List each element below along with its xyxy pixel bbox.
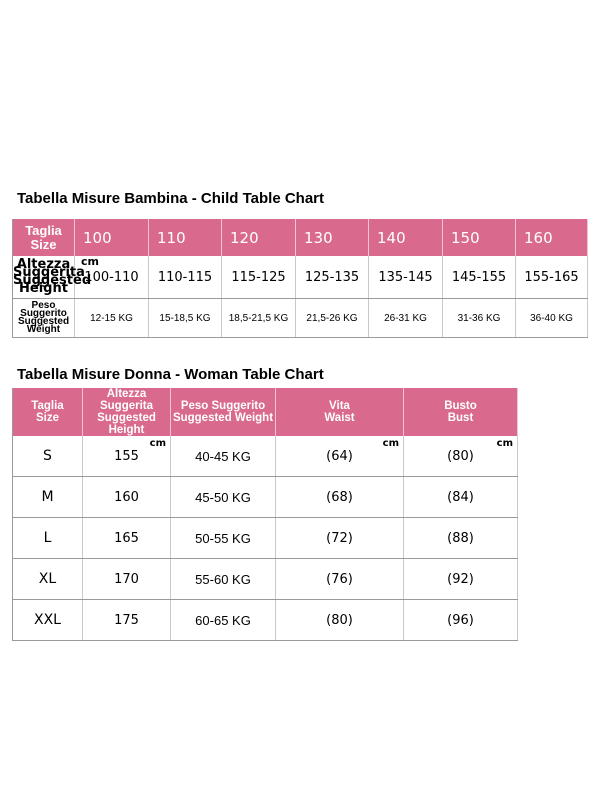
woman-weight-cell: 45-50 KG	[171, 477, 276, 518]
woman-header-bust: Busto Bust	[404, 388, 518, 436]
child-size-cell: 150	[443, 219, 516, 256]
child-size-cell: 100	[75, 219, 149, 256]
child-weight-cell: 31-36 KG	[443, 299, 516, 338]
woman-waist-cell: (72)	[276, 518, 404, 559]
child-height-row	[13, 256, 588, 299]
child-height-cell	[75, 256, 149, 299]
child-height-cell: 115-125	[222, 256, 296, 299]
child-header-row	[13, 219, 588, 256]
child-height-cell: 145-155	[443, 256, 516, 299]
woman-size-table	[12, 388, 518, 641]
child-table-title: Tabella Misure Bambina - Child Table Chart	[17, 190, 324, 207]
woman-size-cell: M	[13, 477, 83, 518]
woman-height-cell: 165	[83, 518, 171, 559]
woman-bust-cell: (96)	[404, 600, 518, 641]
woman-row	[13, 436, 518, 477]
child-height-cell: 125-135	[296, 256, 369, 299]
child-height-cell: 135-145	[369, 256, 443, 299]
woman-height-cell: 175	[83, 600, 171, 641]
woman-weight-cell: 60-65 KG	[171, 600, 276, 641]
woman-header-row	[13, 388, 518, 436]
woman-waist-cell: (80)	[276, 600, 404, 641]
woman-table-title: Tabella Misure Donna - Woman Table Chart	[17, 366, 324, 383]
height-unit: cm	[149, 438, 166, 449]
child-size-cell: 160	[516, 219, 588, 256]
child-size-table	[12, 219, 588, 338]
woman-weight-cell: 40-45 KG	[171, 436, 276, 477]
child-weight-cell: 18,5-21,5 KG	[222, 299, 296, 338]
woman-waist-cell: cm (64)	[276, 436, 404, 477]
bust-unit: cm	[496, 438, 513, 449]
child-height-label: Altezza Suggerita Suggested Height	[13, 256, 75, 299]
child-height-cell: 110-115	[149, 256, 222, 299]
waist-unit: cm	[382, 438, 399, 449]
child-size-cell: 140	[369, 219, 443, 256]
woman-height-cell: cm 155	[83, 436, 171, 477]
woman-weight-cell: 50-55 KG	[171, 518, 276, 559]
woman-row	[13, 518, 518, 559]
child-weight-cell: 15-18,5 KG	[149, 299, 222, 338]
child-weight-row	[13, 299, 588, 338]
child-size-cell: 110	[149, 219, 222, 256]
child-weight-cell: 26-31 KG	[369, 299, 443, 338]
child-size-label: Taglia Size	[13, 219, 75, 256]
woman-bust-cell: (84)	[404, 477, 518, 518]
woman-height-cell: 170	[83, 559, 171, 600]
woman-header-size: Taglia Size	[13, 388, 83, 436]
woman-header-weight: Peso Suggerito Suggested Weight	[171, 388, 276, 436]
child-height-unit: cm	[81, 255, 99, 268]
woman-bust-cell: (88)	[404, 518, 518, 559]
woman-bust-cell: (92)	[404, 559, 518, 600]
woman-size-cell: XXL	[13, 600, 83, 641]
child-height-cell: 155-165	[516, 256, 588, 299]
woman-row	[13, 477, 518, 518]
woman-row	[13, 600, 518, 641]
woman-size-cell: S	[13, 436, 83, 477]
woman-height-cell: 160	[83, 477, 171, 518]
child-weight-label: Peso Suggerito Suggested Weight	[13, 299, 75, 338]
woman-size-cell: L	[13, 518, 83, 559]
woman-waist-cell: (68)	[276, 477, 404, 518]
woman-header-waist: Vita Waist	[276, 388, 404, 436]
child-height-value: 100-110	[84, 269, 139, 285]
woman-bust-cell: cm (80)	[404, 436, 518, 477]
child-weight-cell: 36-40 KG	[516, 299, 588, 338]
child-weight-cell: 21,5-26 KG	[296, 299, 369, 338]
woman-row	[13, 559, 518, 600]
woman-weight-cell: 55-60 KG	[171, 559, 276, 600]
woman-size-cell: XL	[13, 559, 83, 600]
child-size-cell: 120	[222, 219, 296, 256]
child-weight-cell: 12-15 KG	[75, 299, 149, 338]
woman-waist-cell: (76)	[276, 559, 404, 600]
child-size-cell: 130	[296, 219, 369, 256]
woman-header-height: Altezza Suggerita Suggested Height	[83, 388, 171, 436]
